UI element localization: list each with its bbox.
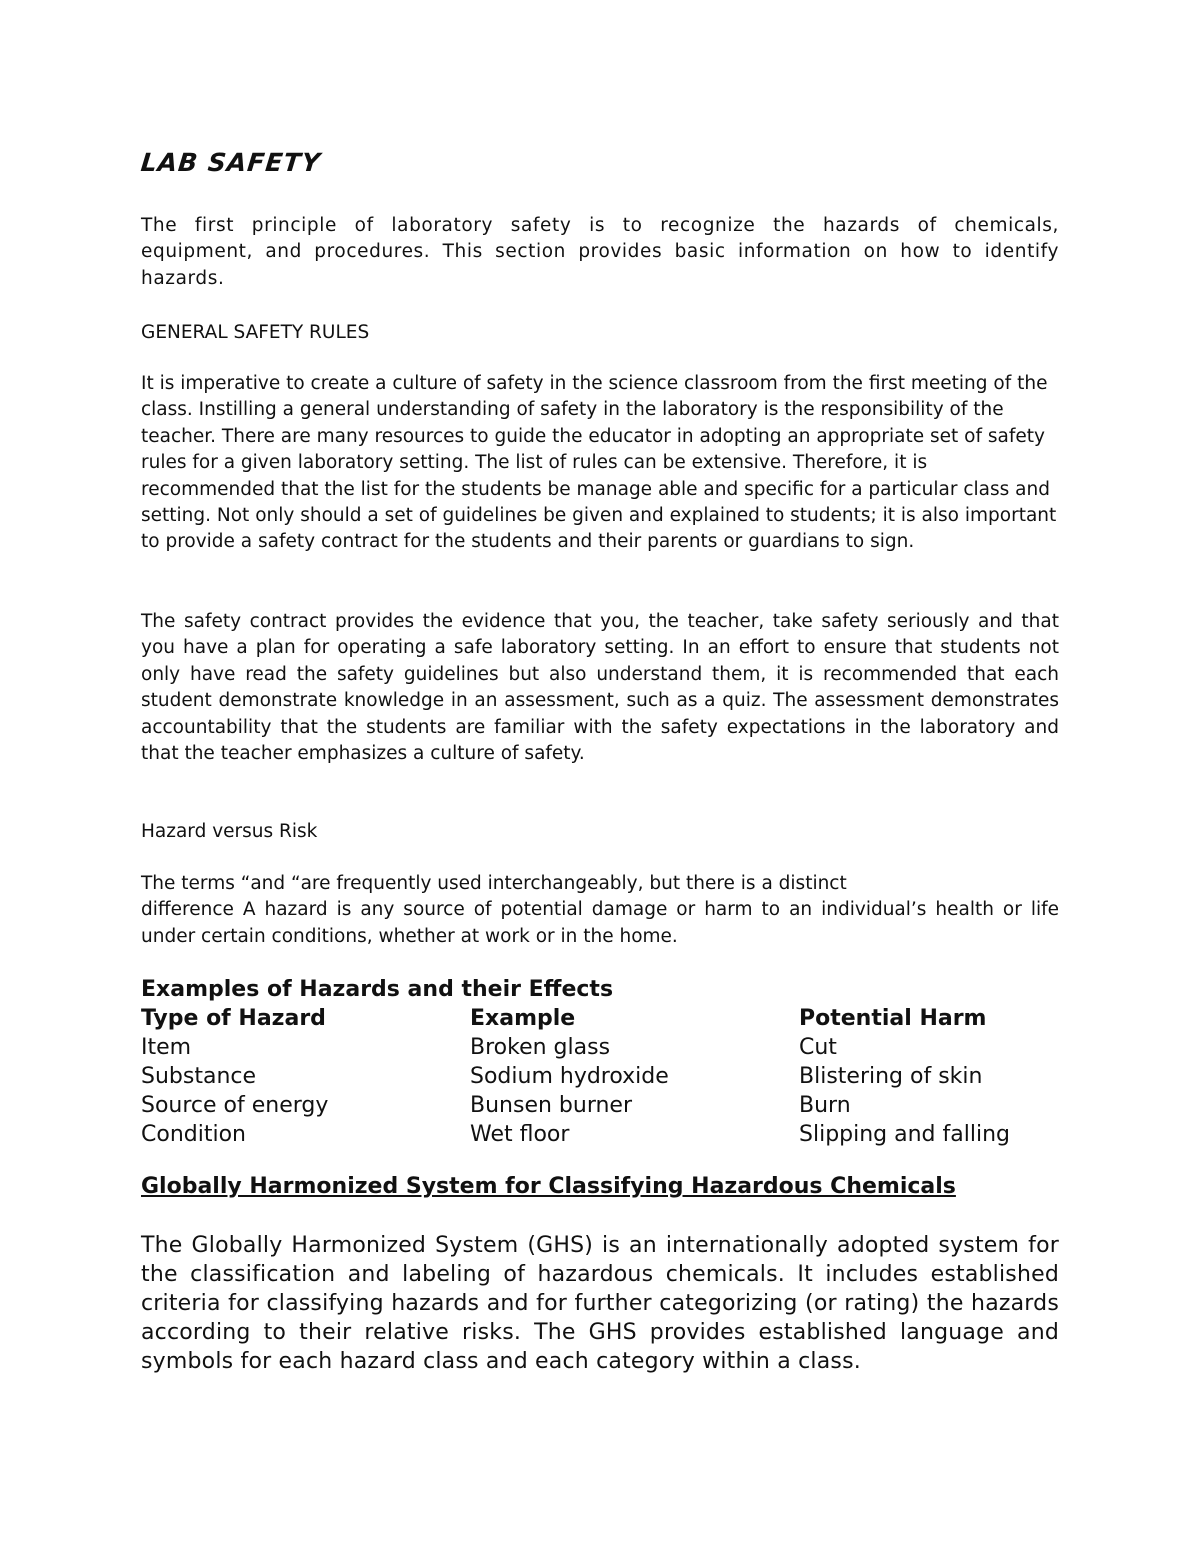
cell-harm: Slipping and falling xyxy=(799,1122,1010,1147)
general-safety-rules-heading: GENERAL SAFETY RULES xyxy=(141,322,370,343)
cell-harm: Cut xyxy=(799,1035,837,1060)
column-header-example: Example xyxy=(470,1006,576,1031)
hazard-examples-table xyxy=(141,1004,1059,1149)
cell-type: Source of energy xyxy=(141,1093,329,1118)
cell-type: Item xyxy=(141,1035,192,1060)
table-row xyxy=(141,1033,1059,1062)
cell-example: Bunsen burner xyxy=(470,1093,633,1118)
hazard-terms-paragraph xyxy=(141,871,1059,950)
safety-contract-paragraph: The safety contract provides the evidence that you, the teacher, take safety seriously and that you have a plan for operating a safe laboratory setting. In an effort to ensure that students not only have read the safety guidelines but also understand them, it is recommended that each student demonstrate knowledge in an assessment, such as a quiz. The assessment demonstrates accountability that the students are familiar with the safety expectations in the laboratory and that the teacher emphasizes a culture of safety. xyxy=(141,611,1059,765)
safety-culture-paragraph: It is imperative to create a culture of safety in the science classroom from the first meeting of the class. Instilling a general understanding of safety in the laboratory is the responsibility of the teacher. There are many resources to guide the educator in adopting an appropriate set of safety rules for a given laboratory setting. The list of rules can be extensive. Therefore, it is recommended that the list for the students be manage able and specific for a particular class and setting. Not only should a set of guidelines be given and explained to students; it is also important to provide a safety contract for the students and their parents or guardians to sign. xyxy=(141,373,1057,553)
hazard-versus-risk-heading: Hazard versus Risk xyxy=(141,821,318,842)
cell-example: Broken glass xyxy=(470,1035,611,1060)
page-title: LAB SAFETY xyxy=(139,148,323,177)
table-row xyxy=(141,1091,1059,1120)
cell-type: Substance xyxy=(141,1064,257,1089)
cell-harm: Blistering of skin xyxy=(799,1064,983,1089)
hazard-terms-line-1: The terms “and “are frequently used interchangeably, but there is a distinct xyxy=(141,873,847,894)
table-row xyxy=(141,1120,1059,1149)
cell-example: Wet floor xyxy=(470,1122,570,1147)
intro-paragraph: The first principle of laboratory safety is to recognize the hazards of chemicals, equipment, and procedures. This section provides basic information on how to identify hazards. xyxy=(141,215,1059,289)
hazard-table-title: Examples of Hazards and their Effects xyxy=(141,977,614,1002)
cell-type: Condition xyxy=(141,1122,246,1147)
ghs-heading: Globally Harmonized System for Classifying Hazardous Chemicals xyxy=(141,1174,956,1199)
column-header-harm: Potential Harm xyxy=(799,1006,987,1031)
ghs-paragraph: The Globally Harmonized System (GHS) is an internationally adopted system for the classification and labeling of hazardous chemicals. It includes established criteria for classifying hazards and for further categorizing (or rating) the hazards according to their relative risks. The GHS provides established language and symbols for each hazard class and each category within a class. xyxy=(141,1233,1059,1374)
table-header-row xyxy=(141,1004,1059,1033)
cell-harm: Burn xyxy=(799,1093,851,1118)
hazard-terms-rest: difference A hazard is any source of potential damage or harm to an individual’s health or life under certain conditions, whether at work or in the home. xyxy=(141,899,1059,947)
column-header-type: Type of Hazard xyxy=(141,1006,326,1031)
cell-example: Sodium hydroxide xyxy=(470,1064,669,1089)
table-row xyxy=(141,1062,1059,1091)
